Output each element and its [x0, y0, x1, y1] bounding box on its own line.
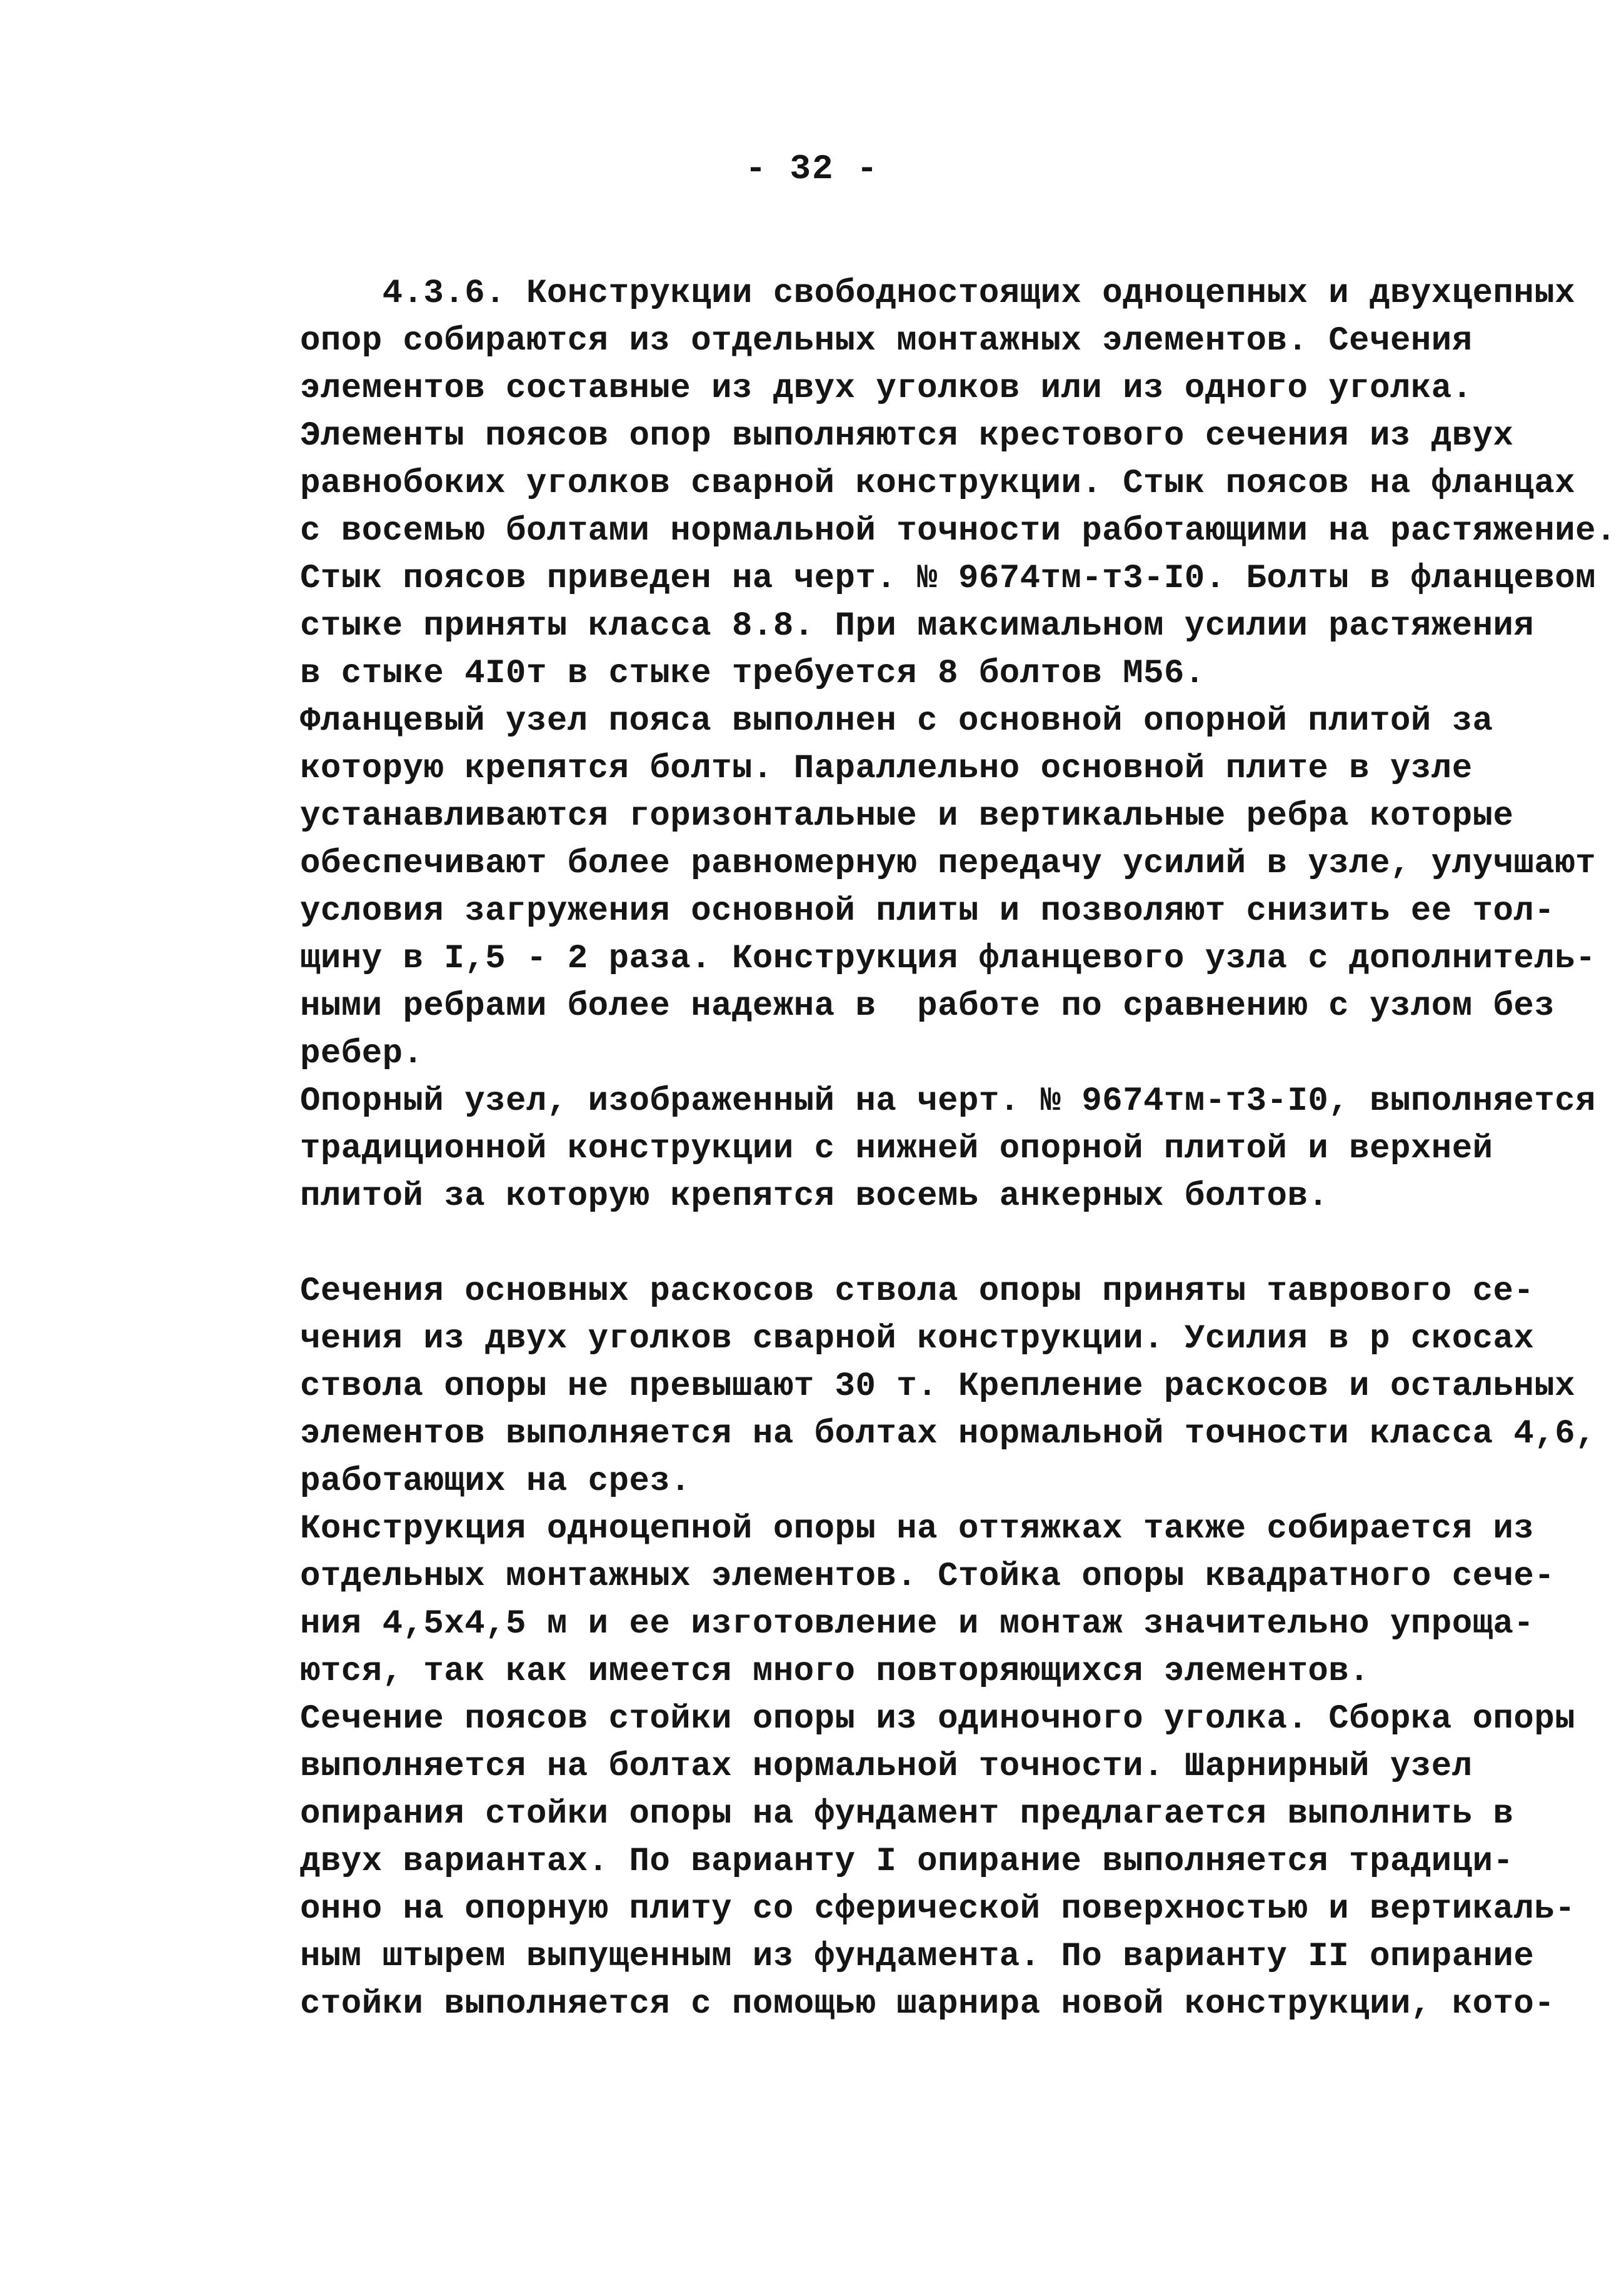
text-line: элементов выполняется на болтах нормальной точности класса 4,6,	[300, 1415, 1596, 1453]
paragraph-gap	[300, 1220, 1550, 1268]
text-line: Стык поясов приведен на черт. № 9674тм-т3-I0. Болты в фланцевом	[300, 560, 1596, 598]
text-line: плитой за которую крепятся восемь анкерных болтов.	[300, 1177, 1329, 1215]
text-line: выполняется на болтах нормальной точности. Шарнирный узел	[300, 1748, 1473, 1786]
paragraph-support-joint	[300, 1078, 1596, 1220]
text-line: Сечения основных раскосов ствола опоры приняты таврового се-	[300, 1272, 1535, 1311]
text-line: которую крепятся болты. Параллельно основной плите в узле	[300, 750, 1473, 788]
text-line: опор собираются из отдельных монтажных элементов. Сечения	[300, 322, 1473, 360]
paragraph-guyed-tower	[300, 1506, 1555, 1696]
text-line: Конструкция одноцепной опоры на оттяжках также собирается из	[300, 1510, 1535, 1548]
text-line: элементов составные из двух уголков или из одного уголка.	[300, 370, 1473, 408]
text-line: условия загружения основной плиты и позволяют снизить ее тол-	[300, 892, 1555, 930]
paragraph-flange-joint	[300, 698, 1596, 1078]
text-line: онно на опорную плиту со сферической поверхностью и вертикаль-	[300, 1890, 1576, 1928]
paragraph-column-chords	[300, 1696, 1576, 2028]
text-line: стойки выполняется с помощью шарнира новой конструкции, кото-	[300, 1985, 1555, 2023]
text-line: отдельных монтажных элементов. Стойка опоры квадратного сече-	[300, 1557, 1555, 1596]
text-line: ются, так как имеется много повторяющихся элементов.	[300, 1653, 1370, 1691]
text-line: Элементы поясов опор выполняются крестового сечения из двух	[300, 417, 1514, 455]
text-line: двух вариантах. По варианту I опирание выполняется традици-	[300, 1843, 1514, 1881]
text-line: Сечение поясов стойки опоры из одиночного уголка. Сборка опоры	[300, 1700, 1576, 1738]
body-text	[300, 270, 1616, 2028]
text-line: Фланцевый узел пояса выполнен с основной опорной плитой за	[300, 702, 1493, 740]
text-line: Опорный узел, изображенный на черт. № 9674тм-т3-I0, выполняется	[300, 1082, 1596, 1120]
text-line: работающих на срез.	[300, 1462, 691, 1501]
paragraph-4-3-6	[300, 270, 1616, 698]
page-number: - 32 -	[745, 149, 879, 189]
text-line: чения из двух уголков сварной конструкции. Усилия в р скосах	[300, 1320, 1535, 1358]
text-line: щину в I,5 - 2 раза. Конструкция фланцевого узла с дополнитель-	[300, 940, 1596, 978]
text-line: традиционной конструкции с нижней опорной плитой и верхней	[300, 1130, 1493, 1168]
text-line: равнобоких уголков сварной конструкции. Стык поясов на фланцах	[300, 465, 1576, 503]
text-line: ным штырем выпущенным из фундамента. По варианту II опирание	[300, 1938, 1535, 1976]
text-line: стыке приняты класса 8.8. При максимальном усилии растяжения	[300, 607, 1535, 645]
text-line: 4.3.6. Конструкции свободностоящих одноцепных и двухцепных	[300, 274, 1576, 313]
text-line: ствола опоры не превышают 30 т. Крепление раскосов и остальных	[300, 1367, 1576, 1406]
text-line: в стыке 4I0т в стыке требуется 8 болтов М56.	[300, 655, 1205, 693]
text-line: устанавливаются горизонтальные и вертикальные ребра которые	[300, 797, 1514, 835]
text-line: ния 4,5х4,5 м и ее изготовление и монтаж значительно упроща-	[300, 1605, 1535, 1643]
text-line: обеспечивают более равномерную передачу усилий в узле, улучшают	[300, 845, 1596, 883]
text-line: ребер.	[300, 1035, 424, 1073]
paragraph-brace-sections	[300, 1268, 1596, 1506]
text-line: с восемью болтами нормальной точности работающими на растяжение.	[300, 512, 1616, 550]
text-line: ными ребрами более надежна в работе по сравнению с узлом без	[300, 987, 1555, 1025]
text-line: опирания стойки опоры на фундамент предлагается выполнить в	[300, 1795, 1514, 1833]
